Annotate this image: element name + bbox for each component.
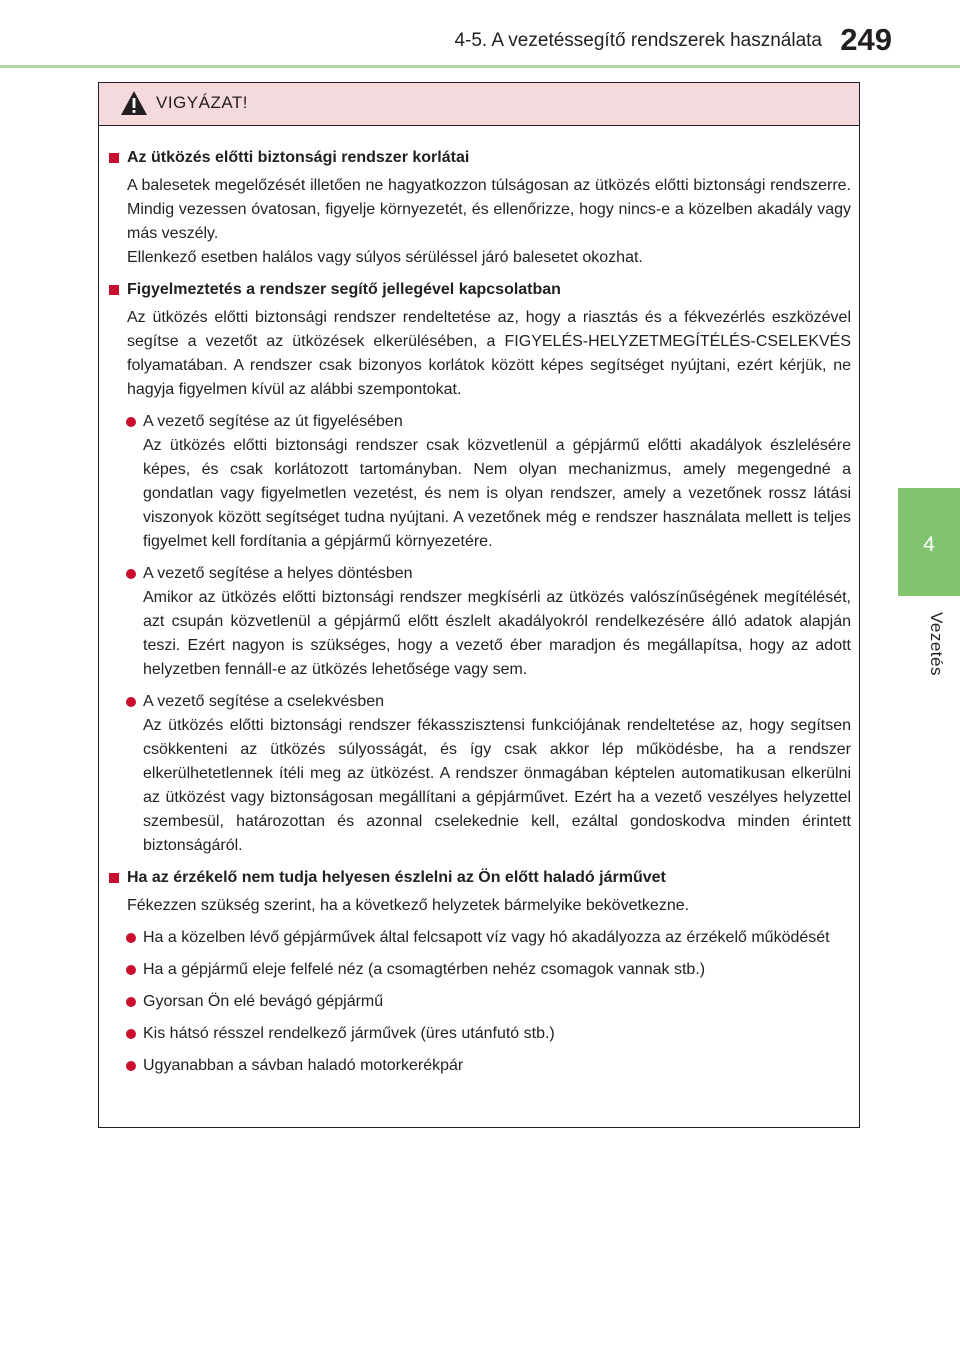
dot-bullet-icon [126,997,136,1007]
list-item [143,410,851,554]
dot-bullet-icon [126,569,136,579]
paragraph: A balesetek megelőzését illetően ne hagyatkozzon túlságosan az ütközés előtti biztonsági rendszerre. Mindig vezessen óvatosan, figyelje környezetét, és ellenőrizze, hogy nincs-e a közelben akadály vagy más veszély. [127,177,851,242]
list-item [143,990,851,1014]
list-item [143,1054,851,1078]
square-bullet-icon [109,285,119,295]
page-number: 249 [840,22,892,57]
section-heading: Figyelmeztetés a rendszer segítő jellegével kapcsolatban [107,278,851,302]
header-rule [0,65,960,68]
list-item [143,958,851,982]
paragraph: Az ütközés előtti biztonsági rendszer rendeltetése az, hogy a riasztás és a fékvezérlés eszközével segítse a vezetőt az ütközések elkerülésében, a FIGYELÉS-HELYZETMEGÍTÉLÉS-CSELEKVÉS folyamatában. A rendszer csak bizonyos korlátok között képes segítséget nyújtani, ezért kérjük, ne hagyja figyelmen kívül az alábbi szempontokat. [127,309,851,398]
square-bullet-icon [109,873,119,883]
list-item [143,926,851,950]
warning-content [99,126,859,1078]
list-item-body: Az ütközés előtti biztonsági rendszer csak közvetlenül a gépjármű előtti akadályok észlelésére képes, és csak korlátozott tartományban. Nem olyan mechanizmus, amely megengedné a gondatlan vagy figyelmetlen vezetést, és nem is olyan rendszer, amely a vezetőnek rossz látási viszonyok között segítséget tudna nyújtani. A vezetőnek még e rendszer használata mellett is teljes figyelmet kell fordítania a gépjármű környezetére. [143,437,851,550]
dot-bullet-icon [126,1029,136,1039]
chapter-name: Vezetés [927,612,946,676]
chapter-number: 4 [923,533,935,556]
list-item-body: Ha a közelben lévő gépjárművek által felcsapott víz vagy hó akadályozza az érzékelő működését [143,929,830,946]
paragraph: Ellenkező esetben halálos vagy súlyos sérüléssel járó balesetet okozhat. [127,249,643,266]
list-item-body: Amikor az ütközés előtti biztonsági rendszer megkísérli az ütközés valószínűségének megítélését, azt csupán közvetlenül a gépjármű előtt észlelt akadályokról rendelkezésére álló adatok alapján teszi. Ezért nagyon is szükséges, hogy a vezető éber maradjon és megállapítsa, hogy az adott helyzetben fennáll-e az ütközés lehetősége vagy sem. [143,589,851,678]
warning-box [98,82,860,1128]
warning-header [99,83,859,126]
paragraph: Fékezzen szükség szerint, ha a következő helyzetek bármelyike bekövetkezne. [127,897,690,914]
dot-bullet-icon [126,1061,136,1071]
list-item-title: A vezető segítése a cselekvésben [143,693,385,710]
list-item-title: A vezető segítése az út figyelésében [143,413,403,430]
section-title: 4-5. A vezetéssegítő rendszerek használata [454,30,822,51]
list-item-body: Kis hátsó résszel rendelkező járművek (üres utánfutó stb.) [143,1025,555,1042]
list-item-title: A vezető segítése a helyes döntésben [143,565,413,582]
list-item [143,690,851,858]
warning-triangle-icon [120,90,148,116]
list-item-body: Ugyanabban a sávban haladó motorkerékpár [143,1057,464,1074]
dot-bullet-icon [126,933,136,943]
list-item-body: Gyorsan Ön elé bevágó gépjármű [143,993,384,1010]
dot-bullet-icon [126,697,136,707]
section-heading: Az ütközés előtti biztonsági rendszer korlátai [107,146,851,170]
list-item-body: Az ütközés előtti biztonsági rendszer fékasszisztensi funkciójának rendeltetése az, hogy segítsen csökkenteni az ütközés súlyosságát, és így csak akkor lép működésbe, ha a rendszer elkerülhetetlennek ítéli meg az ütközést. A rendszer önmagában képtelen automatikusan elkerülni az ütközést vagy biztonságosan megállítani a gépjárművet. Ezért ha a vezető veszélyes helyzettel szembesül, határozottan és azonnal cselekednie kell, ezáltal gondoskodva minden érintett biztonságáról. [143,717,851,854]
square-bullet-icon [109,153,119,163]
chapter-tab [898,488,960,596]
list-item [143,1022,851,1046]
section-heading: Ha az érzékelő nem tudja helyesen észlelni az Ön előtt haladó járművet [107,866,851,890]
page-header [0,0,960,70]
list-item [143,562,851,682]
dot-bullet-icon [126,965,136,975]
list-item-body: Ha a gépjármű eleje felfelé néz (a csomagtérben nehéz csomagok vannak stb.) [143,961,706,978]
dot-bullet-icon [126,417,136,427]
warning-title: VIGYÁZAT! [156,93,249,112]
